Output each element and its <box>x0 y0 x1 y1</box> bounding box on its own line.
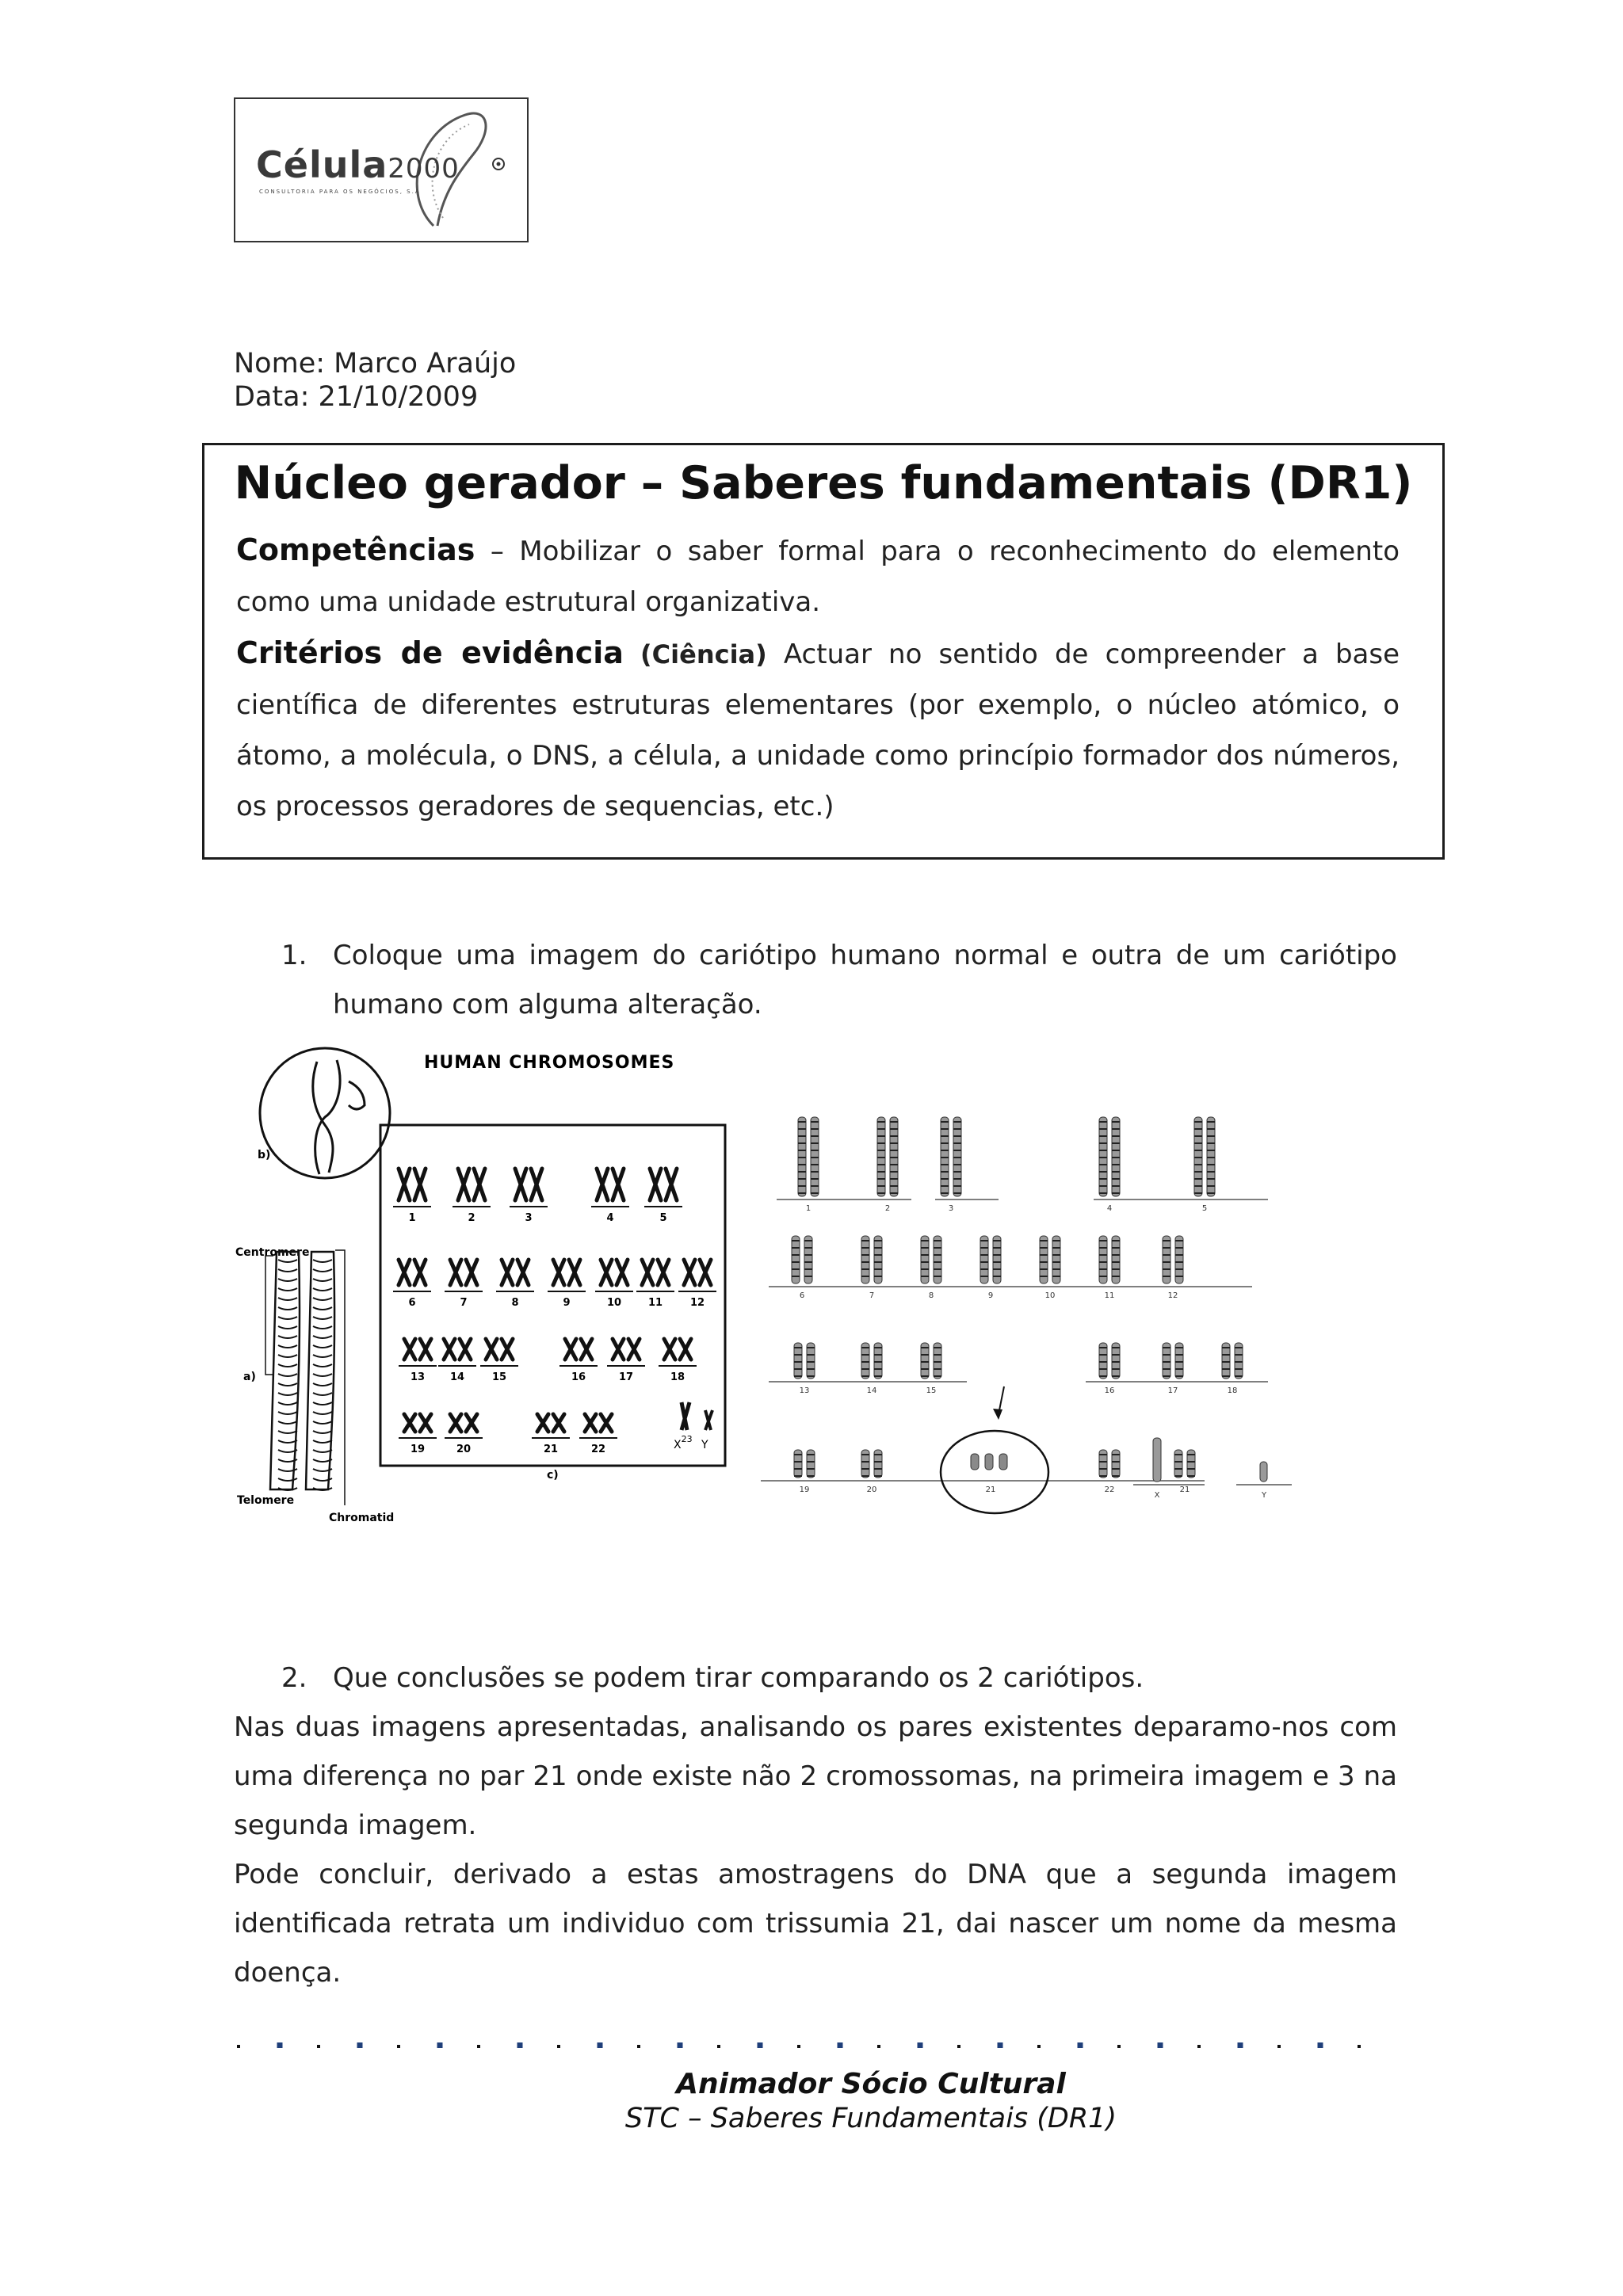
telomere-label: Telomere <box>237 1494 295 1507</box>
normal-karyotype-figure <box>226 1038 733 1529</box>
footer-module: STC – Saberes Fundamentais (DR1) <box>624 2103 1117 2134</box>
pair-number: 22 <box>1104 1486 1115 1494</box>
chromosome-band <box>278 1260 297 1262</box>
centromere-label: Centromere <box>235 1246 310 1259</box>
rule-dot <box>838 2042 843 2048</box>
question-1-text: Coloque uma imagem do cariótipo humano normal e outra de um cariótipo humano com alguma alteração. <box>333 940 1397 1020</box>
competencias-paragraph <box>236 524 1400 627</box>
rule-dot <box>357 2042 363 2048</box>
chromosome-x <box>682 1402 689 1430</box>
pair-number: 19 <box>410 1444 426 1455</box>
logo-brand: Célula2000 <box>256 143 460 186</box>
answer-paragraph-1: Nas duas imagens apresentadas, analisando os pares existentes deparamo-nos com uma diferença no par 21 onde existe não 2 cromossomas, na primeira imagem e 3 na segunda imagem. <box>234 1711 1397 1841</box>
chromosome-band <box>278 1345 297 1348</box>
left-chromosome-pairs <box>393 1169 716 1438</box>
chromatid-arm <box>306 1252 334 1489</box>
chromosome <box>565 1339 576 1360</box>
chromatid-label: Chromatid <box>329 1512 395 1524</box>
trisomy-karyotype-figure <box>761 1109 1316 1529</box>
chromosome <box>597 1169 608 1200</box>
chromosome-band <box>313 1412 332 1414</box>
pair-number: 12 <box>689 1297 705 1309</box>
chromosome <box>664 1339 675 1360</box>
magnifier-circle <box>260 1048 390 1178</box>
chromosome-band <box>313 1326 332 1329</box>
pair-number: 14 <box>449 1371 465 1383</box>
rule-dot <box>277 2042 283 2048</box>
chromosome <box>502 1260 513 1285</box>
chromosome-band <box>278 1383 297 1386</box>
chromosome <box>450 1260 461 1285</box>
chromosome-band <box>278 1336 297 1338</box>
chromosome-band <box>313 1288 332 1291</box>
chromosome <box>450 1414 461 1432</box>
chromosome <box>404 1339 415 1360</box>
chromosome <box>460 1339 471 1360</box>
chromosome-band <box>313 1450 332 1452</box>
criterios-text: Actuar no sentido de compreender a base científica de diferentes estruturas elementares (por exemplo, o núcleo atómico, o átomo, a molécula, o DNS, a célula, a unidade como princípio formador dos números, os processos geradores de sequencias, etc.) <box>236 639 1400 822</box>
chromosome-band <box>278 1307 297 1310</box>
module-title: Núcleo gerador – Saberes fundamentais (DR1) <box>234 457 1413 509</box>
pair-number: 11 <box>1104 1291 1115 1300</box>
chromosome-21 <box>985 1454 993 1470</box>
chromosome-band <box>278 1393 297 1395</box>
rule-dot <box>477 2045 480 2048</box>
rule-dot <box>877 2045 880 2048</box>
criterios-sub: (Ciência) <box>640 639 767 669</box>
chromosome-band <box>278 1326 297 1329</box>
rule-dot <box>317 2045 320 2048</box>
chromosome-band <box>278 1478 297 1481</box>
chromosome <box>680 1339 691 1360</box>
pair-number: 16 <box>1104 1386 1115 1395</box>
chromosome-21 <box>971 1454 979 1470</box>
rule-dot <box>758 2042 763 2048</box>
rule-dot <box>1197 2045 1201 2048</box>
rule-dot <box>1037 2045 1041 2048</box>
chromosome <box>569 1260 580 1285</box>
chromosome-band <box>313 1431 332 1433</box>
chromosome <box>458 1169 469 1200</box>
pair-number: 8 <box>511 1297 519 1309</box>
sex-y-label: Y <box>701 1439 708 1451</box>
chromosome <box>474 1169 485 1200</box>
chromosome-y <box>1260 1462 1267 1482</box>
logo-tagline: CONSULTORIA PARA OS NEGÓCIOS, S.A <box>259 189 421 195</box>
chromosome-band <box>313 1336 332 1338</box>
chromosome <box>553 1414 564 1432</box>
pair-number: 7 <box>460 1297 468 1309</box>
chromosome <box>515 1169 526 1200</box>
question-2-number: 2. <box>281 1662 307 1694</box>
chromosome <box>466 1414 477 1432</box>
chromosome <box>601 1260 612 1285</box>
rule-dot <box>637 2045 640 2048</box>
chromosome-band <box>278 1288 297 1291</box>
criterios-label: Critérios de evidência <box>236 635 624 670</box>
pair-number: 10 <box>606 1297 622 1309</box>
footer-role: Animador Sócio Cultural <box>676 2068 1066 2100</box>
pair-number: 3 <box>948 1204 954 1213</box>
figure-left-title: HUMAN CHROMOSOMES <box>424 1053 675 1073</box>
chromosome-band <box>313 1364 332 1367</box>
chromosome <box>531 1169 542 1200</box>
pair-number: 17 <box>618 1371 634 1383</box>
rule-dot <box>1277 2045 1281 2048</box>
chromosome <box>420 1414 431 1432</box>
pair-number: 22 <box>590 1444 606 1455</box>
chromosome-x <box>1153 1438 1161 1482</box>
pair-number: 21 <box>1179 1486 1190 1494</box>
pair-number: 11 <box>647 1297 663 1309</box>
right-chromosome-pairs <box>761 1117 1292 1485</box>
chromosome-band <box>278 1364 297 1367</box>
pair-number: 15 <box>491 1371 507 1383</box>
label-b: b) <box>258 1149 271 1161</box>
chromosome-band <box>313 1383 332 1386</box>
chromosome-21 <box>999 1454 1007 1470</box>
chromosome-band <box>313 1355 332 1357</box>
rule-dot <box>1117 2045 1121 2048</box>
pair-number: 4 <box>1106 1204 1113 1213</box>
rule-dot <box>678 2042 683 2048</box>
pair-number: 7 <box>869 1291 875 1300</box>
chromosome <box>613 1339 624 1360</box>
chromosome-band <box>278 1431 297 1433</box>
rule-dot <box>557 2045 560 2048</box>
chromosome-band <box>313 1317 332 1319</box>
rule-dot <box>237 2045 240 2048</box>
sex-x-label: $X^{23}$ <box>674 1434 693 1451</box>
chromosome-band <box>313 1440 332 1443</box>
pair-number: 20 <box>866 1486 877 1494</box>
chromosome-y <box>705 1410 712 1430</box>
rule-dot <box>1238 2042 1243 2048</box>
chromosome <box>414 1169 426 1200</box>
arrow-icon <box>993 1386 1004 1420</box>
chromosome <box>601 1414 612 1432</box>
pair-number: 2 <box>884 1204 891 1213</box>
chromosome <box>399 1260 410 1285</box>
chromosome-band <box>313 1298 332 1300</box>
sex-x-label: X <box>1154 1491 1160 1500</box>
pair-number: 3 <box>525 1212 533 1224</box>
answer-paragraph-2: Pode concluir, derivado a estas amostragens do DNA que a segunda imagem identificada retrata um individuo com trissumia 21, dai nascer um nome da mesma doença. <box>234 1859 1397 1989</box>
chromosome-band <box>278 1440 297 1443</box>
pair-number: 21 <box>543 1444 559 1455</box>
pair-number: 10 <box>1044 1291 1056 1300</box>
footer-dotted-rule <box>234 2038 1397 2054</box>
sex-y-label: Y <box>1261 1491 1267 1500</box>
chromosome <box>581 1339 592 1360</box>
module-frame <box>202 443 1445 860</box>
pair-number: 16 <box>571 1371 586 1383</box>
chromosome-band <box>278 1421 297 1424</box>
chromosome <box>420 1339 431 1360</box>
magnified-chromosome <box>313 1060 365 1174</box>
pair-number: 14 <box>866 1386 877 1395</box>
pair-number: 2 <box>468 1212 475 1224</box>
chromosome-band <box>278 1317 297 1319</box>
name-line: Nome: Marco Araújo <box>234 348 517 379</box>
chromosome-band <box>313 1393 332 1395</box>
chromosome <box>537 1414 548 1432</box>
rule-dot <box>717 2045 720 2048</box>
rule-dot <box>1318 2042 1323 2048</box>
chromosome <box>650 1169 661 1200</box>
pair-number: 6 <box>408 1297 416 1309</box>
pair-number: 1 <box>408 1212 416 1224</box>
pair-number: 5 <box>659 1212 667 1224</box>
date-line: Data: 21/10/2009 <box>234 381 479 413</box>
pair-number: 9 <box>987 1291 994 1300</box>
chromosome-band <box>313 1345 332 1348</box>
pair-number: 1 <box>805 1204 812 1213</box>
pair-number-21: 21 <box>985 1486 996 1494</box>
rule-dot <box>437 2042 443 2048</box>
chromosome-band <box>278 1402 297 1405</box>
pair-number: 19 <box>799 1486 810 1494</box>
question-1-number: 1. <box>281 940 307 971</box>
chromosome <box>404 1414 415 1432</box>
pair-number: 6 <box>799 1291 805 1300</box>
chromosome <box>399 1169 410 1200</box>
rule-dot <box>397 2045 400 2048</box>
pair-number: 13 <box>410 1371 426 1383</box>
label-c: c) <box>547 1469 559 1482</box>
chromosome <box>642 1260 653 1285</box>
chromosome <box>466 1260 477 1285</box>
chromosome-band <box>313 1307 332 1310</box>
pair-number: 12 <box>1167 1291 1178 1300</box>
large-chromosome-drawing <box>265 1250 345 1505</box>
competencias-label: Competências <box>236 532 475 567</box>
pair-number: 5 <box>1201 1204 1208 1213</box>
company-logo <box>234 97 529 242</box>
chromosome-band <box>278 1269 297 1272</box>
chromosome-band <box>313 1374 332 1376</box>
rule-dot <box>1358 2045 1361 2048</box>
chromosome <box>658 1260 669 1285</box>
rule-dot <box>517 2042 523 2048</box>
chromosome-band <box>313 1279 332 1281</box>
chromosome <box>613 1169 624 1200</box>
chromosome <box>628 1339 640 1360</box>
pair-number: 15 <box>926 1386 937 1395</box>
chromosome <box>684 1260 695 1285</box>
pair-number: 17 <box>1167 1386 1178 1395</box>
rule-dot <box>918 2042 923 2048</box>
chromosome-band <box>313 1269 332 1272</box>
highlight-circle-pair-21 <box>941 1431 1048 1513</box>
pair-number: 18 <box>1227 1386 1238 1395</box>
chromosome-band <box>313 1260 332 1262</box>
pair-number: 13 <box>799 1386 810 1395</box>
chromosome <box>444 1339 455 1360</box>
rule-dot <box>1158 2042 1163 2048</box>
rule-dot <box>1078 2042 1083 2048</box>
pair-number: 18 <box>670 1371 685 1383</box>
chromosome-band <box>278 1279 297 1281</box>
chromosome <box>502 1339 513 1360</box>
chromosome-band <box>278 1355 297 1357</box>
bracket <box>335 1250 345 1505</box>
pair-number: 9 <box>563 1297 571 1309</box>
rule-dot <box>797 2045 800 2048</box>
rule-dot <box>998 2042 1003 2048</box>
pair-number: 4 <box>606 1212 614 1224</box>
chromosome <box>617 1260 628 1285</box>
chromosome <box>585 1414 596 1432</box>
criterios-paragraph <box>236 627 1400 832</box>
chromosome-band <box>278 1374 297 1376</box>
chromosome <box>700 1260 711 1285</box>
pair-number: 8 <box>928 1291 934 1300</box>
chromosome <box>553 1260 564 1285</box>
chromosome-band <box>313 1421 332 1424</box>
competencias-text: – Mobilizar o saber formal para o reconhecimento do elemento como uma unidade estrutural organizativa. <box>236 536 1400 618</box>
chromosome-band <box>313 1402 332 1405</box>
chromosome <box>666 1169 677 1200</box>
label-a: a) <box>243 1371 256 1383</box>
chromosome <box>486 1339 497 1360</box>
chromatid-arm <box>270 1252 300 1489</box>
bracket <box>265 1256 273 1375</box>
chromosome <box>517 1260 529 1285</box>
pair-number: 20 <box>456 1444 472 1455</box>
chromosome-band <box>278 1298 297 1300</box>
rule-dot <box>957 2045 960 2048</box>
chromosome-band <box>278 1412 297 1414</box>
chromosome <box>414 1260 426 1285</box>
rule-dot <box>598 2042 603 2048</box>
question-2-text: Que conclusões se podem tirar comparando os 2 cariótipos. <box>333 1662 1144 1694</box>
